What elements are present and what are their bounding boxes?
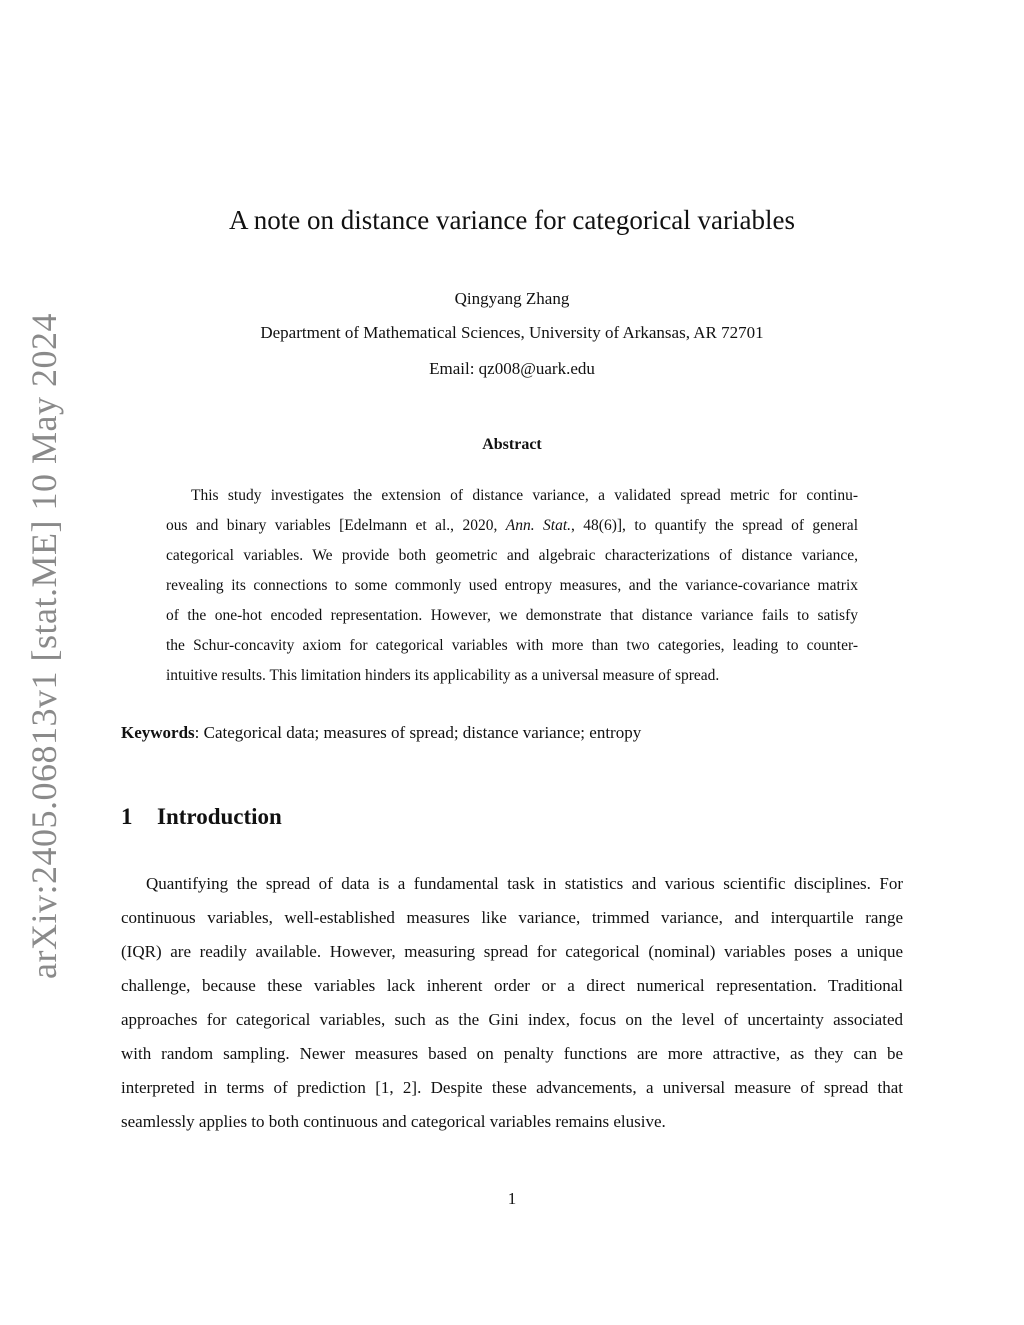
arxiv-identifier: arXiv:2405.06813v1 [stat.ME] 10 May 2024 <box>24 313 64 979</box>
paragraph-line: interpreted in terms of prediction [1, 2]. Despite these advancements, a universal measure of spread that <box>121 1078 903 1097</box>
introduction-paragraph <box>121 867 903 1139</box>
abstract-line: revealing its connections to some commonly used entropy measures, and the variance-covariance matrix <box>166 577 858 594</box>
journal-name: Ann. Stat. <box>505 517 572 534</box>
paragraph-line: (IQR) are readily available. However, measuring spread for categorical (nominal) variables poses a unique <box>121 942 903 961</box>
section-heading <box>121 802 282 832</box>
section-title: Introduction <box>157 804 282 829</box>
author-email: Email: qz008@uark.edu <box>429 359 595 378</box>
paragraph-line: Quantifying the spread of data is a fundamental task in statistics and various scientific disciplines. For <box>146 874 903 893</box>
abstract-line <box>166 511 858 541</box>
abstract-line: the Schur-concavity axiom for categorical variables with more than two categories, leading to counter- <box>166 637 858 654</box>
abstract-line: categorical variables. We provide both geometric and algebraic characterizations of distance variance, <box>166 547 858 564</box>
abstract-heading: Abstract <box>482 436 542 453</box>
abstract-body <box>166 481 858 691</box>
paragraph-line: continuous variables, well-established measures like variance, trimmed variance, and interquartile range <box>121 908 903 927</box>
paragraph-line: approaches for categorical variables, such as the Gini index, focus on the level of uncertainty associated <box>121 1010 903 1029</box>
author-affiliation: Department of Mathematical Sciences, University of Arkansas, AR 72701 <box>260 323 764 342</box>
page-number: 1 <box>507 1189 517 1208</box>
abstract-line: This study investigates the extension of distance variance, a validated spread metric for continu- <box>191 487 858 504</box>
keywords-text: : Categorical data; measures of spread; distance variance; entropy <box>194 723 642 742</box>
abstract-line-text: ous and binary variables [Edelmann et al., 2020, <box>166 517 498 534</box>
abstract-line: of the one-hot encoded representation. However, we demonstrate that distance variance fails to satisfy <box>166 607 858 624</box>
keywords <box>121 722 641 744</box>
paragraph-line: challenge, because these variables lack inherent order or a direct numerical representation. Traditional <box>121 976 903 995</box>
abstract-line-text: , 48(6)], to quantify the spread of general <box>571 517 858 534</box>
paragraph-line: seamlessly applies to both continuous and categorical variables remains elusive. <box>121 1112 666 1131</box>
author-name: Qingyang Zhang <box>454 289 570 308</box>
abstract-line: intuitive results. This limitation hinders its applicability as a universal measure of spread. <box>166 667 720 684</box>
keywords-label: Keywords <box>121 723 195 742</box>
section-number: 1 <box>121 804 133 829</box>
paper-title: A note on distance variance for categorical variables <box>229 205 795 235</box>
paragraph-line: with random sampling. Newer measures based on penalty functions are more attractive, as they can be <box>121 1044 903 1063</box>
